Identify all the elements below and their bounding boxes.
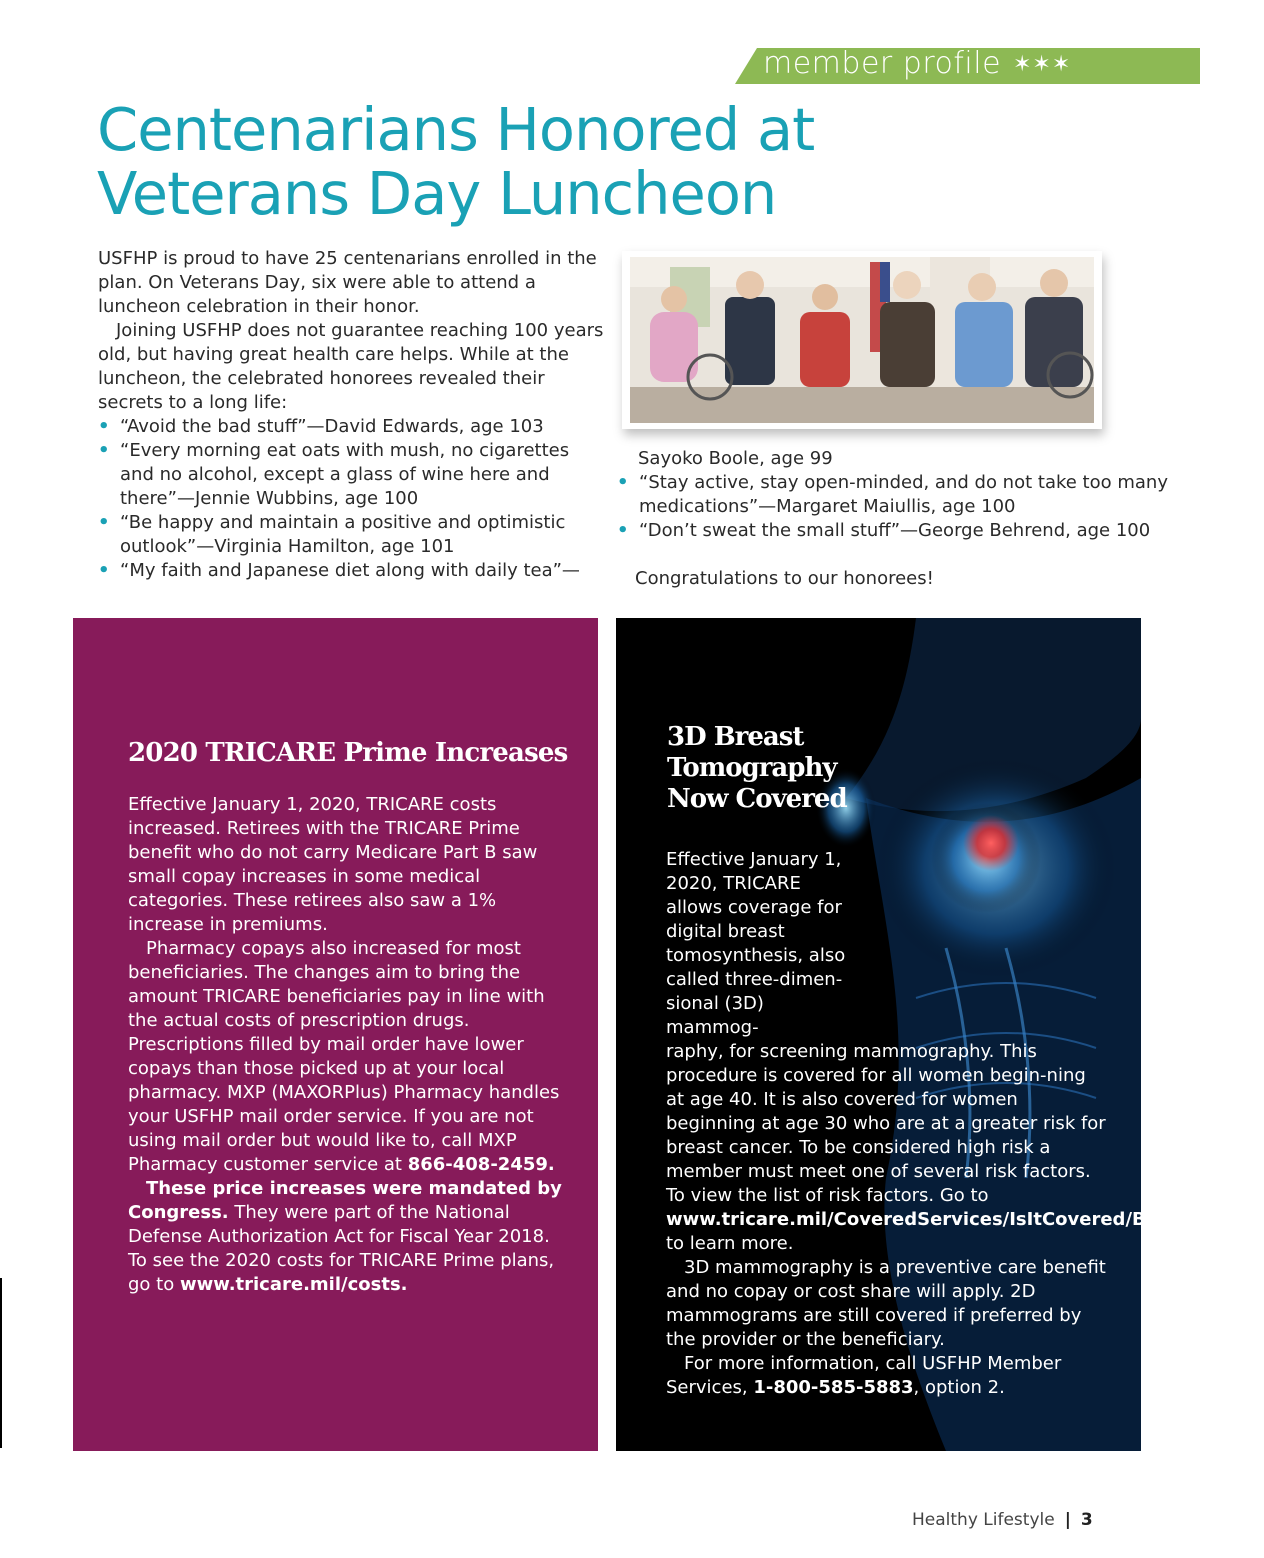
- breast-tomography-body: [666, 848, 1264, 1400]
- list-item: • “Stay active, stay open-minded, and do not take too many medications”—Margaret Maiullis, age 100: [617, 472, 1168, 517]
- list-item-continued: Sayoko Boole, age 99: [638, 448, 833, 469]
- page-number: 3: [1080, 1510, 1093, 1530]
- member-services-phone[interactable]: 1-800-585-5883: [753, 1377, 914, 1398]
- bullet-icon: •: [98, 512, 110, 533]
- page-title-line2: Veterans Day Luncheon: [97, 159, 777, 228]
- secrets-list: [98, 415, 608, 583]
- footer-section-name: Healthy Lifestyle: [912, 1510, 1055, 1530]
- article-left-column: [98, 247, 608, 583]
- page-footer: [912, 1510, 1093, 1530]
- margin-rule: [0, 1278, 2, 1448]
- page-title-line1: Centenarians Honored at: [97, 95, 815, 164]
- tomography-paragraph: raphy, for screening mammography. This procedure is covered for all women begin-ning at age 40. It is also covered for women beginning at age 30 who are at a greater risk for breast cancer. To be considered high risk a member must meet one of several risk factors. To view the list of risk factors. Go to www.tricare.mil/CoveredServices/IsItCovered/BreastExams to learn more.: [666, 1041, 1264, 1254]
- tricare-paragraph: Pharmacy copays also increased for most beneficiaries. The changes aim to bring the amount TRICARE beneficiaries pay in line with the actual costs of prescription drugs. Prescriptions filled by mail order have lower copays than those picked up at your local pharmacy. MXP (MAXORPlus) Pharmacy handles your USFHP mail order service. If you are not using mail order but would like to, call MXP Pharmacy customer service at 866-408-2459.: [128, 938, 560, 1175]
- bullet-icon: •: [98, 440, 110, 461]
- tricare-costs-link[interactable]: www.tricare.mil/costs.: [179, 1274, 408, 1295]
- bullet-icon: •: [617, 520, 629, 541]
- article-right-column: [617, 447, 1177, 591]
- article-paragraph: Joining USFHP does not guarantee reaching 100 years old, but having great health care helps. While at the luncheon, the celebrated honorees revealed their secrets to a long life:: [98, 320, 604, 413]
- article-paragraph: USFHP is proud to have 25 centenarians enrolled in the plan. On Veterans Day, six were able to attend a luncheon celebration in their honor.: [98, 248, 597, 317]
- section-tab-label: member profile: [763, 46, 1002, 81]
- tomography-paragraph: 3D mammography is a preventive care benefit and no copay or cost share will apply. 2D mammograms are still covered if preferred by the provider or the beneficiary.: [666, 1257, 1106, 1350]
- honorees-photo-image: [630, 257, 1094, 423]
- list-item: • “Avoid the bad stuff”—David Edwards, age 103: [98, 416, 544, 437]
- stars-icon: ✶✶✶: [1013, 52, 1072, 77]
- page-title: [97, 95, 815, 228]
- list-item: • “Be happy and maintain a positive and optimistic outlook”—Virginia Hamilton, age 101: [98, 512, 566, 557]
- list-item: • “Don’t sweat the small stuff”—George Behrend, age 100: [617, 520, 1151, 541]
- tricare-prime-title: 2020 TRICARE Prime Increases: [128, 738, 568, 768]
- closing-line: Congratulations to our honorees!: [635, 568, 934, 589]
- tomography-paragraph: Effective January 1, 2020, TRICARE allows coverage for digital breast tomosynthesis, also called three-dimen-sional (3D) mammog-: [666, 849, 846, 1038]
- secrets-list-continued: [617, 471, 1177, 543]
- tricare-paragraph: Effective January 1, 2020, TRICARE costs increased. Retirees with the TRICARE Prime benefit who do not carry Medicare Part B saw small copay increases in some medical categories. These retirees also saw a 1% increase in premiums.: [128, 794, 538, 935]
- mxp-phone-number[interactable]: 866-408-2459.: [407, 1154, 555, 1175]
- bullet-icon: •: [617, 472, 629, 493]
- breast-tomography-sidebar: [616, 618, 1264, 1451]
- breast-tomography-title: 3D Breast Tomography Now Covered: [667, 722, 847, 814]
- tomography-paragraph: For more information, call USFHP Member Services, 1-800-585-5883, option 2.: [666, 1353, 1062, 1398]
- breast-exams-link[interactable]: www.tricare.mil/CoveredServices/IsItCovered/BreastExams: [666, 1209, 1264, 1230]
- list-item: • “Every morning eat oats with mush, no cigarettes and no alcohol, except a glass of wine here and there”—Jennie Wubbins, age 100: [98, 440, 570, 509]
- honorees-photo: [622, 251, 1102, 429]
- tricare-paragraph: These price increases were mandated by Congress. They were part of the National Defense Authorization Act for Fiscal Year 2018. To see the 2020 costs for TRICARE Prime plans, go to www.tricare.mil/costs.: [128, 1178, 562, 1295]
- bullet-icon: •: [98, 560, 110, 581]
- tricare-prime-sidebar: [73, 618, 598, 1451]
- footer-divider: |: [1064, 1510, 1071, 1530]
- tricare-prime-body: [128, 793, 573, 1297]
- bullet-icon: •: [98, 416, 110, 437]
- list-item: • “My faith and Japanese diet along with daily tea”—: [98, 560, 580, 581]
